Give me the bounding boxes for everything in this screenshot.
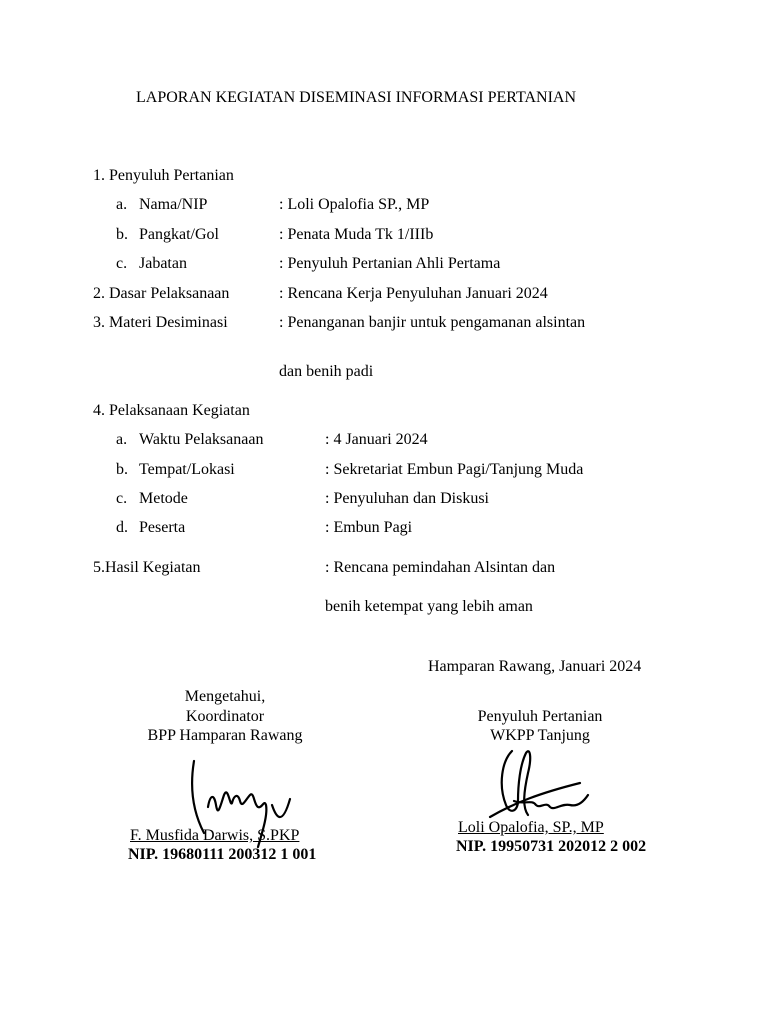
section-5-value-line1: : Rencana pemindahan Alsintan dan	[325, 559, 556, 576]
section-2-value: : Rencana Kerja Penyuluhan Januari 2024	[279, 285, 548, 302]
sec4-item-a-value: : 4 Januari 2024	[325, 431, 428, 448]
sec4-item-c-value: : Penyuluhan dan Diskusi	[325, 490, 489, 507]
right-sign-line2: WKPP Tanjung	[490, 727, 590, 744]
sec1-item-c-label: Jabatan	[139, 255, 187, 272]
right-signer-name: Loli Opalofia, SP., MP	[458, 819, 604, 836]
sec4-item-a-marker: a.	[116, 431, 128, 448]
sec1-item-b-value: : Penata Muda Tk 1/IIIb	[279, 226, 434, 243]
sec4-item-d-marker: d.	[116, 519, 128, 536]
left-sign-line2: Koordinator	[185, 708, 265, 725]
left-signer-nip: NIP. 19680111 200312 1 001	[128, 846, 317, 863]
sec4-item-b-marker: b.	[116, 461, 128, 478]
right-signature-scribble	[484, 745, 604, 825]
place-date: Hamparan Rawang, Januari 2024	[428, 658, 642, 675]
section-5-value-line2: benih ketempat yang lebih aman	[325, 598, 533, 615]
sec4-item-b-value: : Sekretariat Embun Pagi/Tanjung Muda	[325, 461, 584, 478]
section-3-value-line1: : Penanganan banjir untuk pengamanan alsintan	[279, 314, 586, 331]
section-4-heading: 4. Pelaksanaan Kegiatan	[93, 402, 250, 419]
sec1-item-a-marker: a.	[116, 196, 128, 213]
right-sign-line1: Penyuluh Pertanian	[477, 708, 603, 725]
sec4-item-c-marker: c.	[116, 490, 128, 507]
sec4-item-b-label: Tempat/Lokasi	[139, 461, 235, 478]
left-signer-name: F. Musfida Darwis, S.PKP	[130, 827, 300, 844]
left-sign-line1: Mengetahui,	[184, 688, 266, 705]
sec4-item-a-label: Waktu Pelaksanaan	[139, 431, 264, 448]
sec1-item-b-label: Pangkat/Gol	[139, 226, 219, 243]
sec1-item-c-value: : Penyuluh Pertanian Ahli Pertama	[279, 255, 501, 272]
left-sign-line3: BPP Hamparan Rawang	[147, 727, 303, 744]
section-3-heading: 3. Materi Desiminasi	[93, 314, 228, 331]
sec4-item-c-label: Metode	[139, 490, 188, 507]
section-5-heading: 5.Hasil Kegiatan	[93, 559, 201, 576]
right-signer-nip: NIP. 19950731 202012 2 002	[456, 838, 647, 855]
sec1-item-b-marker: b.	[116, 226, 128, 243]
section-2-heading: 2. Dasar Pelaksanaan	[93, 285, 230, 302]
sec4-item-d-label: Peserta	[139, 519, 186, 536]
sec4-item-d-value: : Embun Pagi	[325, 519, 413, 536]
document-title: LAPORAN KEGIATAN DISEMINASI INFORMASI PERTANIAN	[136, 89, 577, 106]
sec1-item-c-marker: c.	[116, 255, 128, 272]
section-1-heading: 1. Penyuluh Pertanian	[93, 167, 234, 184]
section-3-value-line2: dan benih padi	[279, 363, 374, 380]
sec1-item-a-label: Nama/NIP	[139, 196, 208, 213]
sec1-item-a-value: : Loli Opalofia SP., MP	[279, 196, 430, 213]
